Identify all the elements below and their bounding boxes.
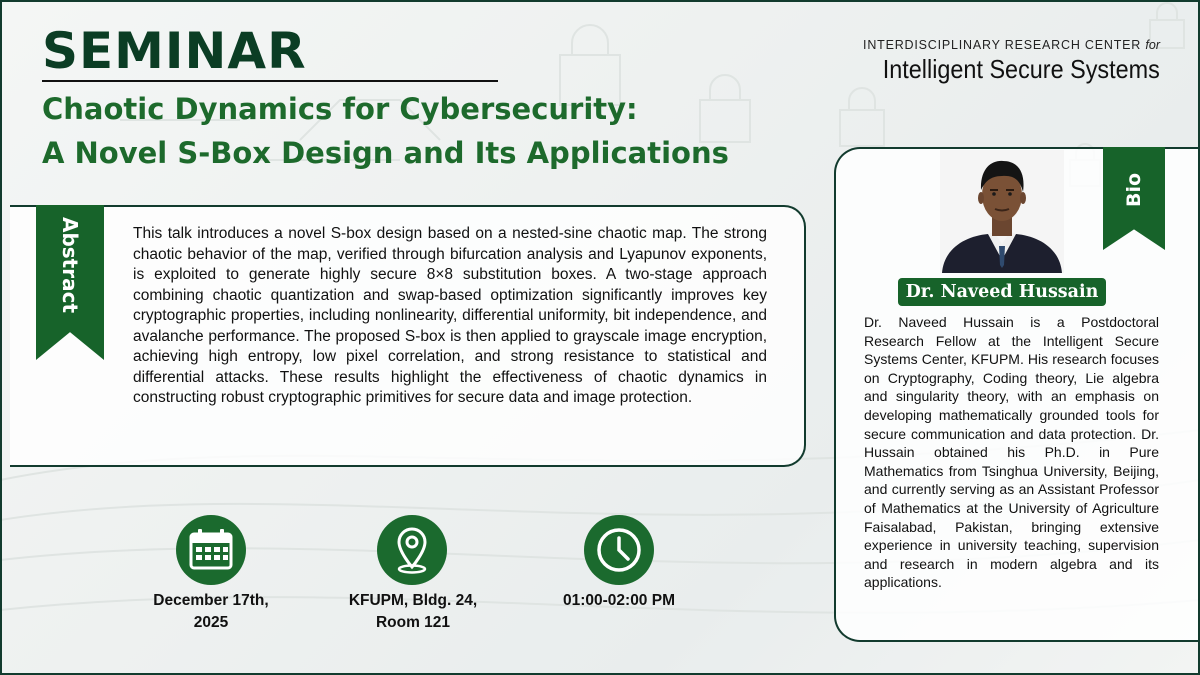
event-location-line-2: Room 121 [375,614,451,631]
speaker-name: Dr. Naveed Hussain [898,278,1106,306]
abstract-label: Abstract [58,216,83,314]
talk-title-line-2: A Novel S-Box Design and Its Applications [42,136,729,170]
event-location [338,590,488,634]
talk-title-line-1: Chaotic Dynamics for Cybersecurity: [42,92,638,126]
org-center-label-text: INTERDISCIPLINARY RESEARCH CENTER [863,38,1142,52]
org-for-label: for [1145,38,1160,52]
event-date-line-1: December 17th, [153,592,269,609]
bio-label: Bio [1123,172,1145,207]
event-time: 01:00-02:00 PM [562,592,675,609]
abstract-text: This talk introduces a novel S-box design based on a nested-sine chaotic map. The strong chaotic behavior of the map, verified through bifurcation analysis and Lyapunov exponents, is exploited to generate highly secure 8×8 substitution boxes. A two-stage approach combining chaotic quantization and swap-based optimization significantly improves key cryptographic properties, including nonlinearity, differential uniformity, bit independence, and avalanche performance. The proposed S-box is then applied to grayscale image encryption, achieving high entropy, low pixel correlation, and strong resistance to statistical and differential attacks. These results highlight the effectiveness of chaotic dynamics in constructing robust cryptographic primitives for secure data and image protection. [133,225,767,406]
event-date [140,590,282,634]
speaker-portrait [940,150,1064,273]
abstract-ribbon-label-wrap [36,205,104,325]
org-center-label [863,38,1160,52]
seminar-heading: SEMINAR [42,22,307,80]
calendar-icon [176,515,246,585]
event-date-line-2: 2025 [193,614,229,631]
event-location-line-1: KFUPM, Bldg. 24, [348,592,478,609]
org-center-name: Intelligent Secure Systems [882,54,1160,84]
heading-divider [42,80,498,82]
location-pin-icon [377,515,447,585]
clock-icon [584,515,654,585]
bio-ribbon-label-wrap [1103,147,1165,232]
bio-text: Dr. Naveed Hussain is a Postdoctoral Research Fellow at the Intelligent Secure Systems Center, KFUPM. His research focuses on Cryptography, Coding theory, Lie algebra and singularity theory, with an emphasis on developing mathematically grounded tools for secure communication and data protection. Dr. Hussain obtained his Ph.D. in Pure Mathematics from Tsinghua University, Beijing, and currently serving as an Assistant Professor of Mathematics at the University of Agriculture Faisalabad, Pakistan, bringing extensive experience in university teaching, supervision and research in modern algebra and its applications. [864,314,1159,591]
